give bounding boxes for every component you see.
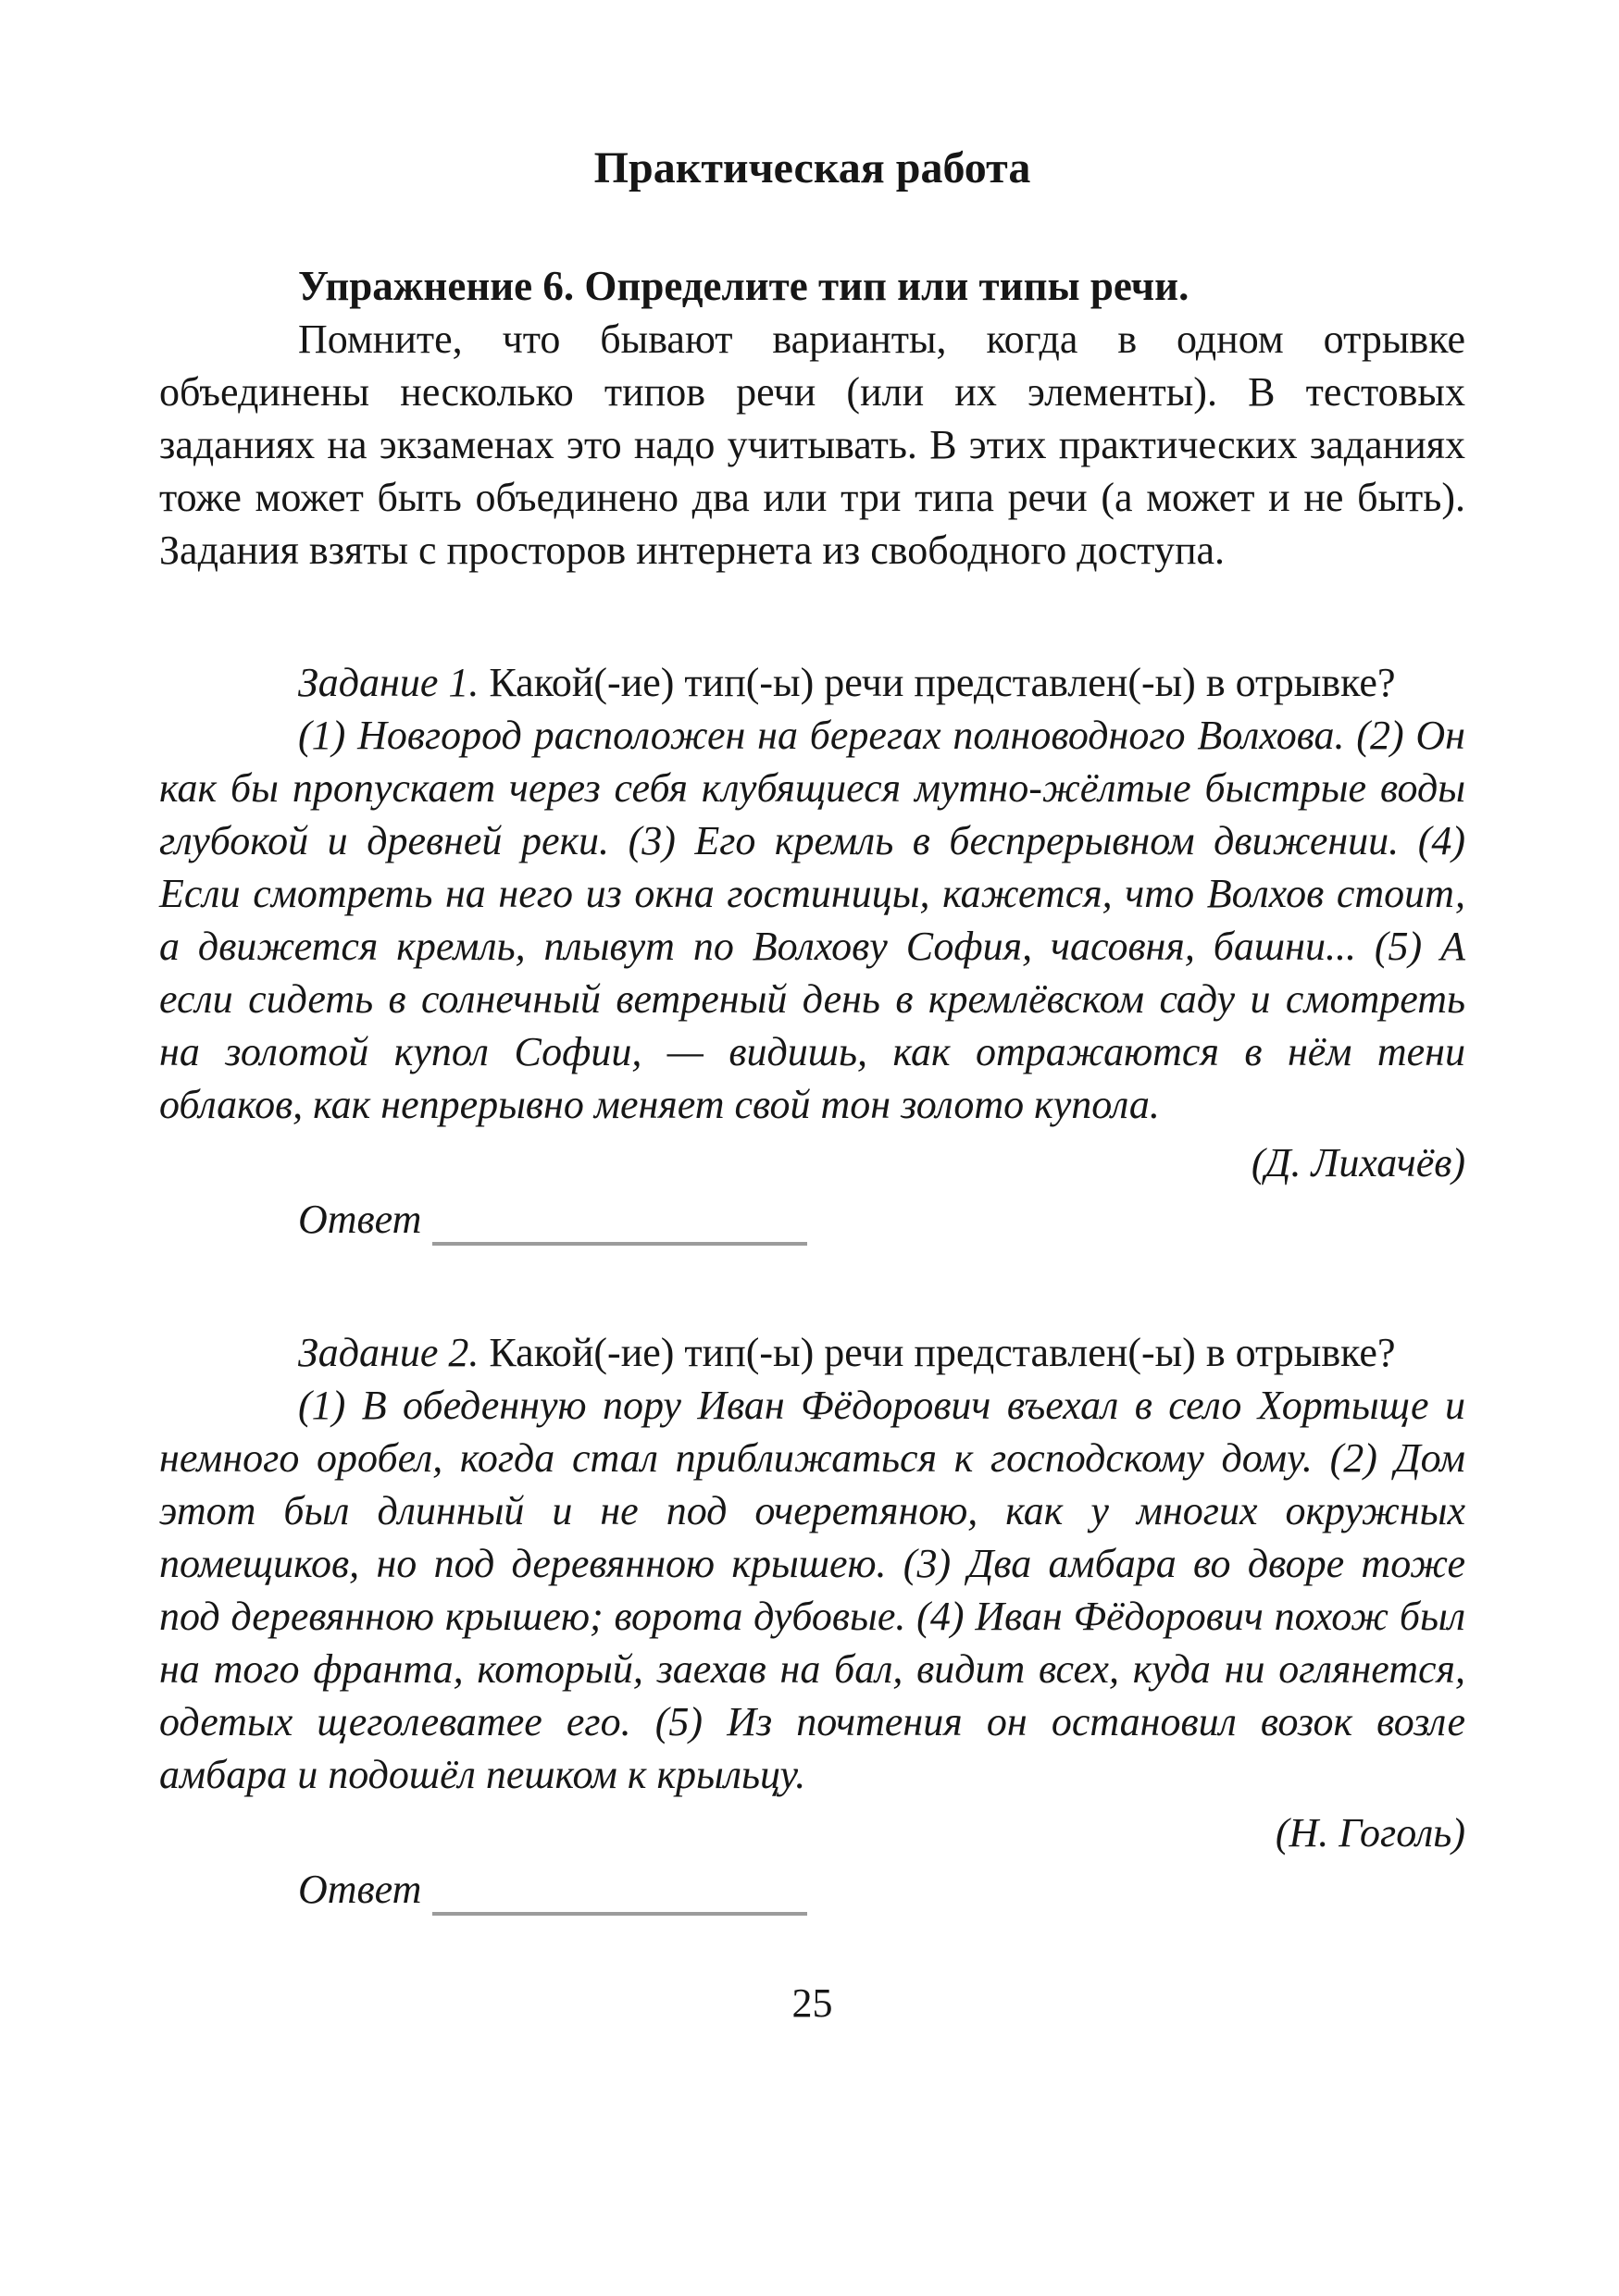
page-number: 25 <box>791 1980 833 2026</box>
page-title: Практическая работа <box>593 143 1031 192</box>
task-1-question: Какой(-ие) тип(-ы) речи представлен(-ы) в отрывке? <box>489 660 1396 705</box>
task-2-answer-blank <box>432 1903 807 1916</box>
task-2 <box>159 1326 1465 1917</box>
task-1-answer-row <box>159 1193 1465 1247</box>
task-2-answer-row <box>159 1863 1465 1917</box>
intro-paragraph: Помните, что бывают варианты, когда в одном отрывке объединены несколько типов речи (или их элементы). В тестовых заданиях на экзаменах это надо учитывать. В этих практических заданиях тоже может быть объединено два или три типа речи (а может и не быть). Задания взяты с просторов интернета из свободного доступа. <box>159 316 1465 573</box>
task-2-question-line <box>159 1326 1465 1379</box>
task-1-passage: (1) Новгород расположен на берегах полноводного Волхова. (2) Он как бы пропускает через себя клубящиеся мутно-жёлтые быстрые воды глубокой и древней реки. (3) Его кремль в беспрерывном движении. (4) Если смотреть на него из окна гостиницы, кажется, что Волхов стоит, а движется кремль, плывут по Волхову София, часовня, башни... (5) А если сидеть в солнечный ветреный день в кремлёвском саду и смотреть на золотой купол Софии, — видишь, как отражаются в нём тени облаков, как непрерывно меняет свой тон золото купола. <box>159 713 1465 1127</box>
task-2-passage: (1) В обеденную пору Иван Фёдорович въехал в село Хортыще и немного оробел, когда стал приближаться к господскому дому. (2) Дом этот был длинный и не под очеретяною, как у многих окружных помещиков, но под деревянною крышею. (3) Два амбара во дворе тоже под деревянною крышею; ворота дубовые. (4) Иван Фёдорович похож был на того франта, который, заехав на бал, видит всех, куда ни оглянется, одетых щеголеватее его. (5) Из почтения он остановил возок возле амбара и подошёл пешком к крыльцу. <box>159 1383 1465 1797</box>
task-2-answer-label: Ответ <box>298 1867 422 1912</box>
task-1-author: (Д. Лихачёв) <box>1251 1140 1465 1185</box>
task-1 <box>159 656 1465 1247</box>
task-1-answer-label: Ответ <box>298 1197 422 1242</box>
task-2-author: (Н. Гоголь) <box>1275 1810 1465 1855</box>
task-1-label: Задание 1. <box>298 660 479 705</box>
task-1-question-line <box>159 656 1465 709</box>
task-2-question: Какой(-ие) тип(-ы) речи представлен(-ы) в отрывке? <box>489 1330 1396 1375</box>
task-1-answer-blank <box>432 1233 807 1246</box>
exercise-heading: Упражнение 6. Определите тип или типы речи. <box>298 263 1189 309</box>
task-2-label: Задание 2. <box>298 1330 479 1375</box>
